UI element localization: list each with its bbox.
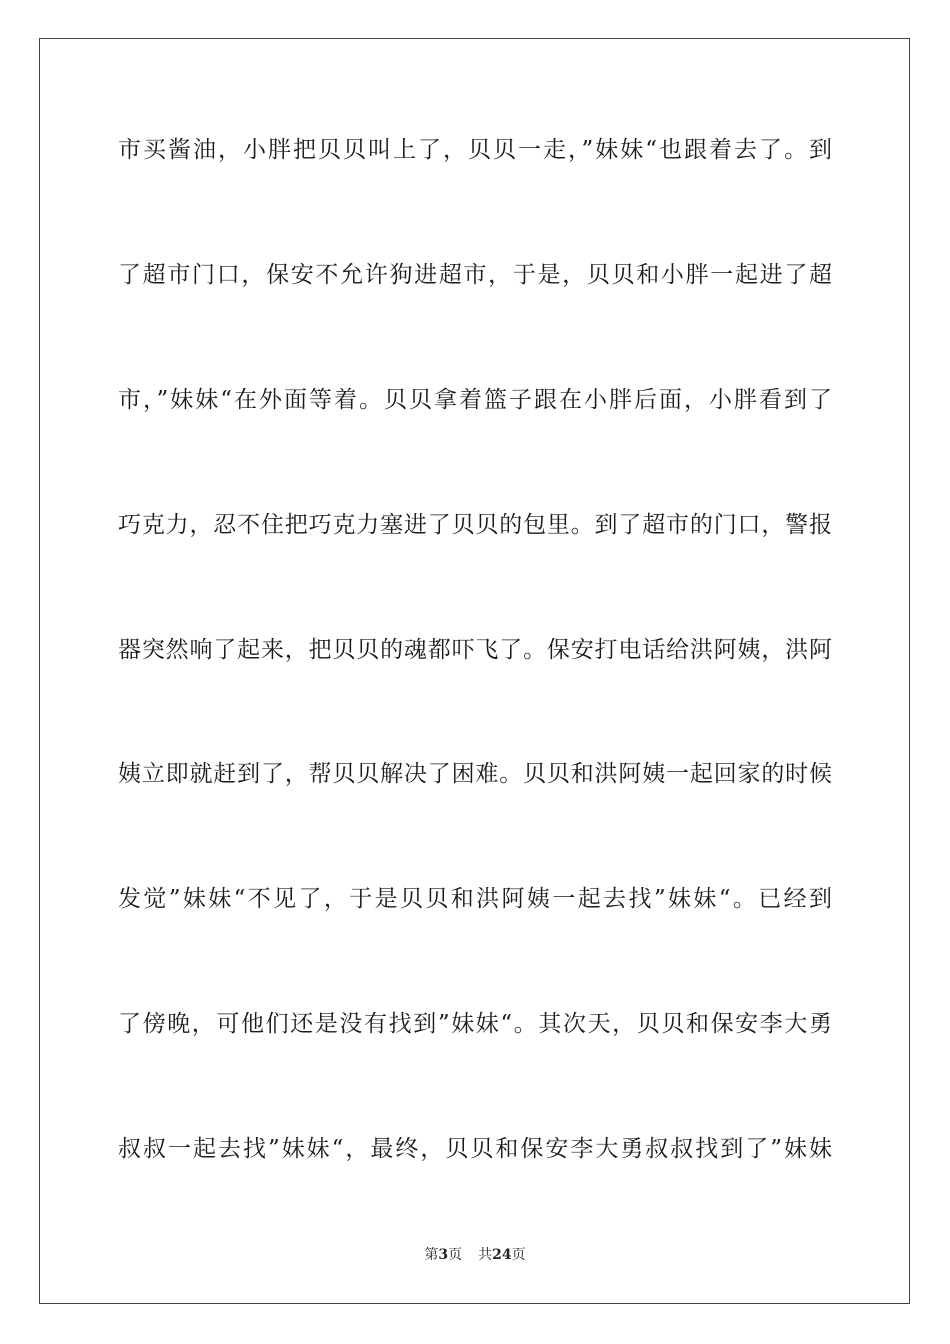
text-line: 了傍晚，可他们还是没有找到”妹妹“。其次天，贝贝和保安李大勇 xyxy=(118,1011,832,1037)
total-suffix: 页 xyxy=(511,1247,526,1263)
text-line: 叔叔一起去找”妹妹“，最终，贝贝和保安李大勇叔叔找到了”妹妹 xyxy=(118,1136,832,1162)
text-line: 市，”妹妹“在外面等着。贝贝拿着篮子跟在小胖后面，小胖看到了 xyxy=(118,387,832,413)
total-pages: 24 xyxy=(492,1247,512,1263)
text-line: 市买酱油，小胖把贝贝叫上了，贝贝一走，”妹妹“也跟着去了。到 xyxy=(118,137,832,163)
text-line: 巧克力，忍不住把巧克力塞进了贝贝的包里。到了超市的门口，警报 xyxy=(118,512,832,538)
page-number: 3 xyxy=(438,1247,449,1263)
page-footer xyxy=(0,1246,950,1264)
text-line: 了超市门口，保安不允许狗进超市，于是，贝贝和小胖一起进了超 xyxy=(118,262,832,288)
text-line: 发觉”妹妹“不见了，于是贝贝和洪阿姨一起去找”妹妹“。已经到 xyxy=(118,886,832,912)
text-line: 姨立即就赶到了，帮贝贝解决了困难。贝贝和洪阿姨一起回家的时候 xyxy=(118,761,832,787)
page-suffix: 页 xyxy=(448,1247,463,1263)
page-prefix: 第 xyxy=(424,1247,439,1263)
page-border xyxy=(39,38,910,1304)
total-prefix: 共 xyxy=(478,1247,493,1263)
text-line: 器突然响了起来，把贝贝的魂都吓飞了。保安打电话给洪阿姨，洪阿 xyxy=(118,637,832,663)
